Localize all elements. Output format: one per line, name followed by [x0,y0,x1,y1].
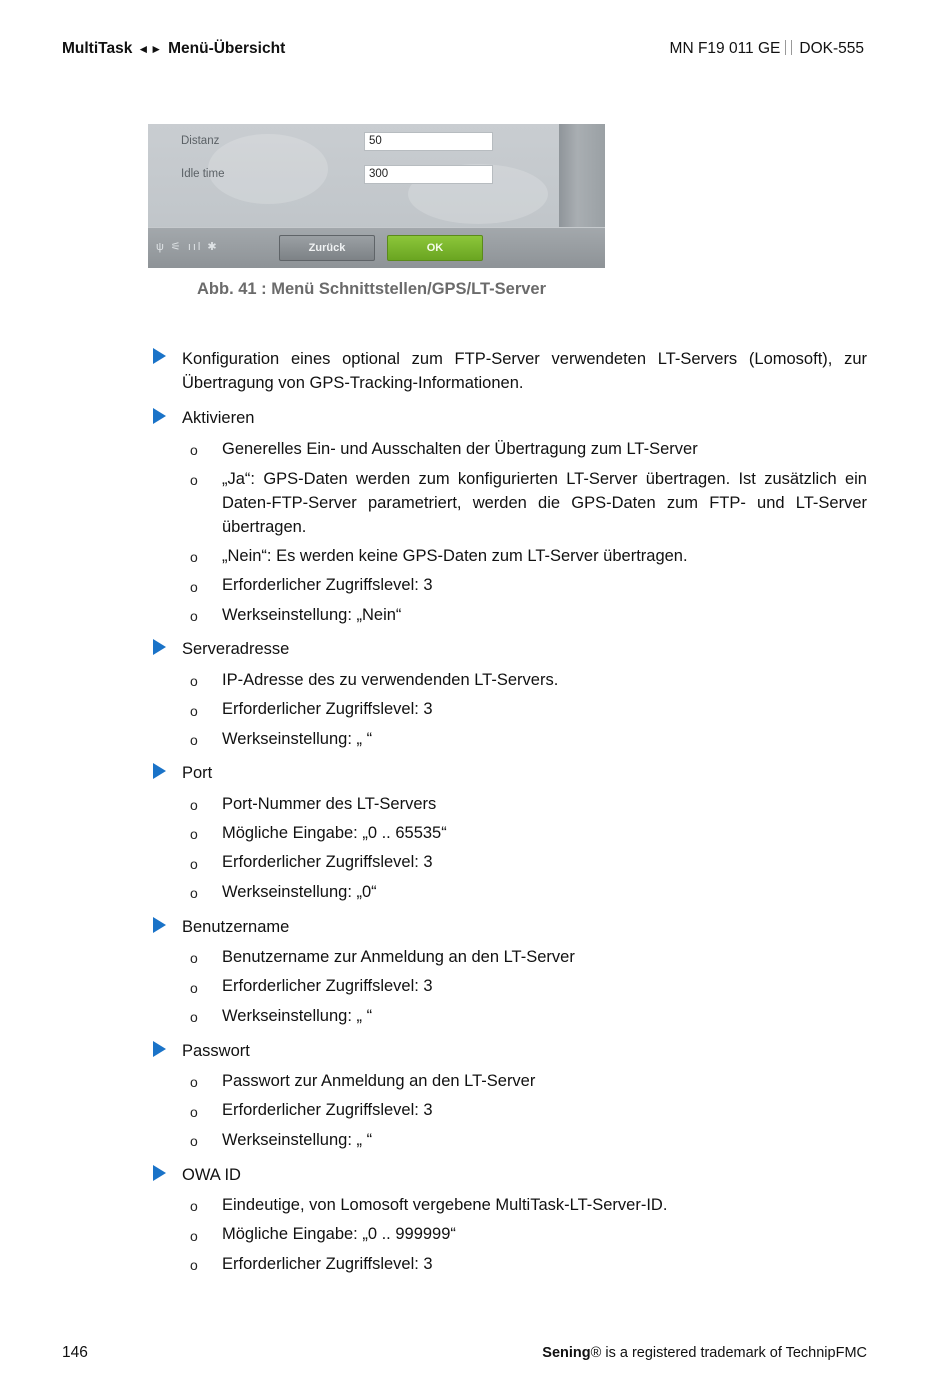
section-title: Benutzername [182,918,290,936]
figure-caption: Abb. 41 : Menü Schnittstellen/GPS/LT-Server [197,280,547,298]
status-icons: ψ ⚟ ııl ✱ [156,241,219,253]
scrollbar[interactable] [559,124,605,228]
bullet-triangle-icon [153,348,166,364]
bullet-triangle-icon [153,763,166,779]
bullet-triangle-icon [153,917,166,933]
circle-bullet-icon: o [190,732,198,748]
list-item: Generelles Ein- und Ausschalten der Übertragung zum LT-Server [222,440,698,458]
header-left [62,40,285,58]
bullet-triangle-icon [153,639,166,655]
circle-bullet-icon: o [190,826,198,842]
intro-paragraph: Konfiguration eines optional zum FTP-Server verwendeten LT-Servers (Lomosoft), zur Übertragung von GPS-Tracking-Informationen. [182,350,867,392]
list-item: Mögliche Eingabe: „0 .. 999999“ [222,1225,456,1243]
list-item: „Ja“: GPS-Daten werden zum konfigurierten LT-Server übertragen. Ist zusätzlich ein Daten-FTP-Server parametriert, werden die GPS-Daten zum FTP- und LT-Server übertragen. [222,470,867,536]
circle-bullet-icon: o [190,442,198,458]
trademark-brand: Sening [542,1345,591,1361]
circle-bullet-icon: o [190,549,198,565]
trademark-notice [542,1345,867,1361]
circle-bullet-icon: o [190,950,198,966]
page-number: 146 [62,1344,88,1361]
list-item: Passwort zur Anmeldung an den LT-Server [222,1072,536,1090]
circle-bullet-icon: o [190,1257,198,1273]
circle-bullet-icon: o [190,1228,198,1244]
circle-bullet-icon: o [190,1074,198,1090]
distanz-label: Distanz [181,135,220,147]
header-title: MultiTask [62,40,133,57]
list-item: Port-Nummer des LT-Servers [222,795,437,813]
circle-bullet-icon: o [190,703,198,719]
back-button[interactable]: Zurück [279,235,375,261]
circle-bullet-icon: o [190,1198,198,1214]
list-item: Erforderlicher Zugriffslevel: 3 [222,1101,433,1119]
list-item: „Nein“: Es werden keine GPS-Daten zum LT-Server übertragen. [222,547,688,565]
bullet-triangle-icon [153,408,166,424]
circle-bullet-icon: o [190,472,198,488]
device-screenshot [148,124,605,268]
circle-bullet-icon: o [190,673,198,689]
idle-time-label: Idle time [181,168,225,180]
section-title: Serveradresse [182,640,290,658]
circle-bullet-icon: o [190,1009,198,1025]
list-item: Erforderlicher Zugriffslevel: 3 [222,1255,433,1273]
bullet-triangle-icon [153,1041,166,1057]
header-right [670,40,864,58]
ok-button[interactable]: OK [387,235,483,261]
list-item: Erforderlicher Zugriffslevel: 3 [222,977,433,995]
idle-time-input[interactable]: 300 [364,165,493,184]
header-separator [785,40,792,55]
list-item: Erforderlicher Zugriffslevel: 3 [222,700,433,718]
list-item: Benutzername zur Anmeldung an den LT-Server [222,948,575,966]
circle-bullet-icon: o [190,579,198,595]
header-subtitle: Menü-Übersicht [168,40,286,57]
list-item: IP-Adresse des zu verwendenden LT-Servers. [222,671,559,689]
list-item: Mögliche Eingabe: „0 .. 65535“ [222,824,447,842]
circle-bullet-icon: o [190,980,198,996]
list-item: Werkseinstellung: „ “ [222,1131,373,1149]
header-arrows-icon: ◄► [137,42,164,56]
circle-bullet-icon: o [190,608,198,624]
list-item: Erforderlicher Zugriffslevel: 3 [222,576,433,594]
circle-bullet-icon: o [190,1104,198,1120]
circle-bullet-icon: o [190,885,198,901]
section-title: Passwort [182,1042,250,1060]
section-title: Port [182,764,213,782]
circle-bullet-icon: o [190,1133,198,1149]
doc-number: MN F19 011 GE [669,40,781,57]
trademark-text: ® is a registered trademark of TechnipFMC [590,1345,867,1361]
section-title: OWA ID [182,1166,241,1184]
list-item: Werkseinstellung: „ “ [222,730,373,748]
circle-bullet-icon: o [190,797,198,813]
list-item: Werkseinstellung: „Nein“ [222,606,402,624]
list-item: Eindeutige, von Lomosoft vergebene MultiTask-LT-Server-ID. [222,1196,668,1214]
doc-code: DOK-555 [799,40,864,57]
list-item: Werkseinstellung: „0“ [222,883,377,901]
distanz-input[interactable]: 50 [364,132,493,151]
device-toolbar [148,227,605,268]
bullet-triangle-icon [153,1165,166,1181]
background-decoration [208,134,328,204]
section-title: Aktivieren [182,409,255,427]
list-item: Werkseinstellung: „ “ [222,1007,373,1025]
list-item: Erforderlicher Zugriffslevel: 3 [222,853,433,871]
circle-bullet-icon: o [190,856,198,872]
